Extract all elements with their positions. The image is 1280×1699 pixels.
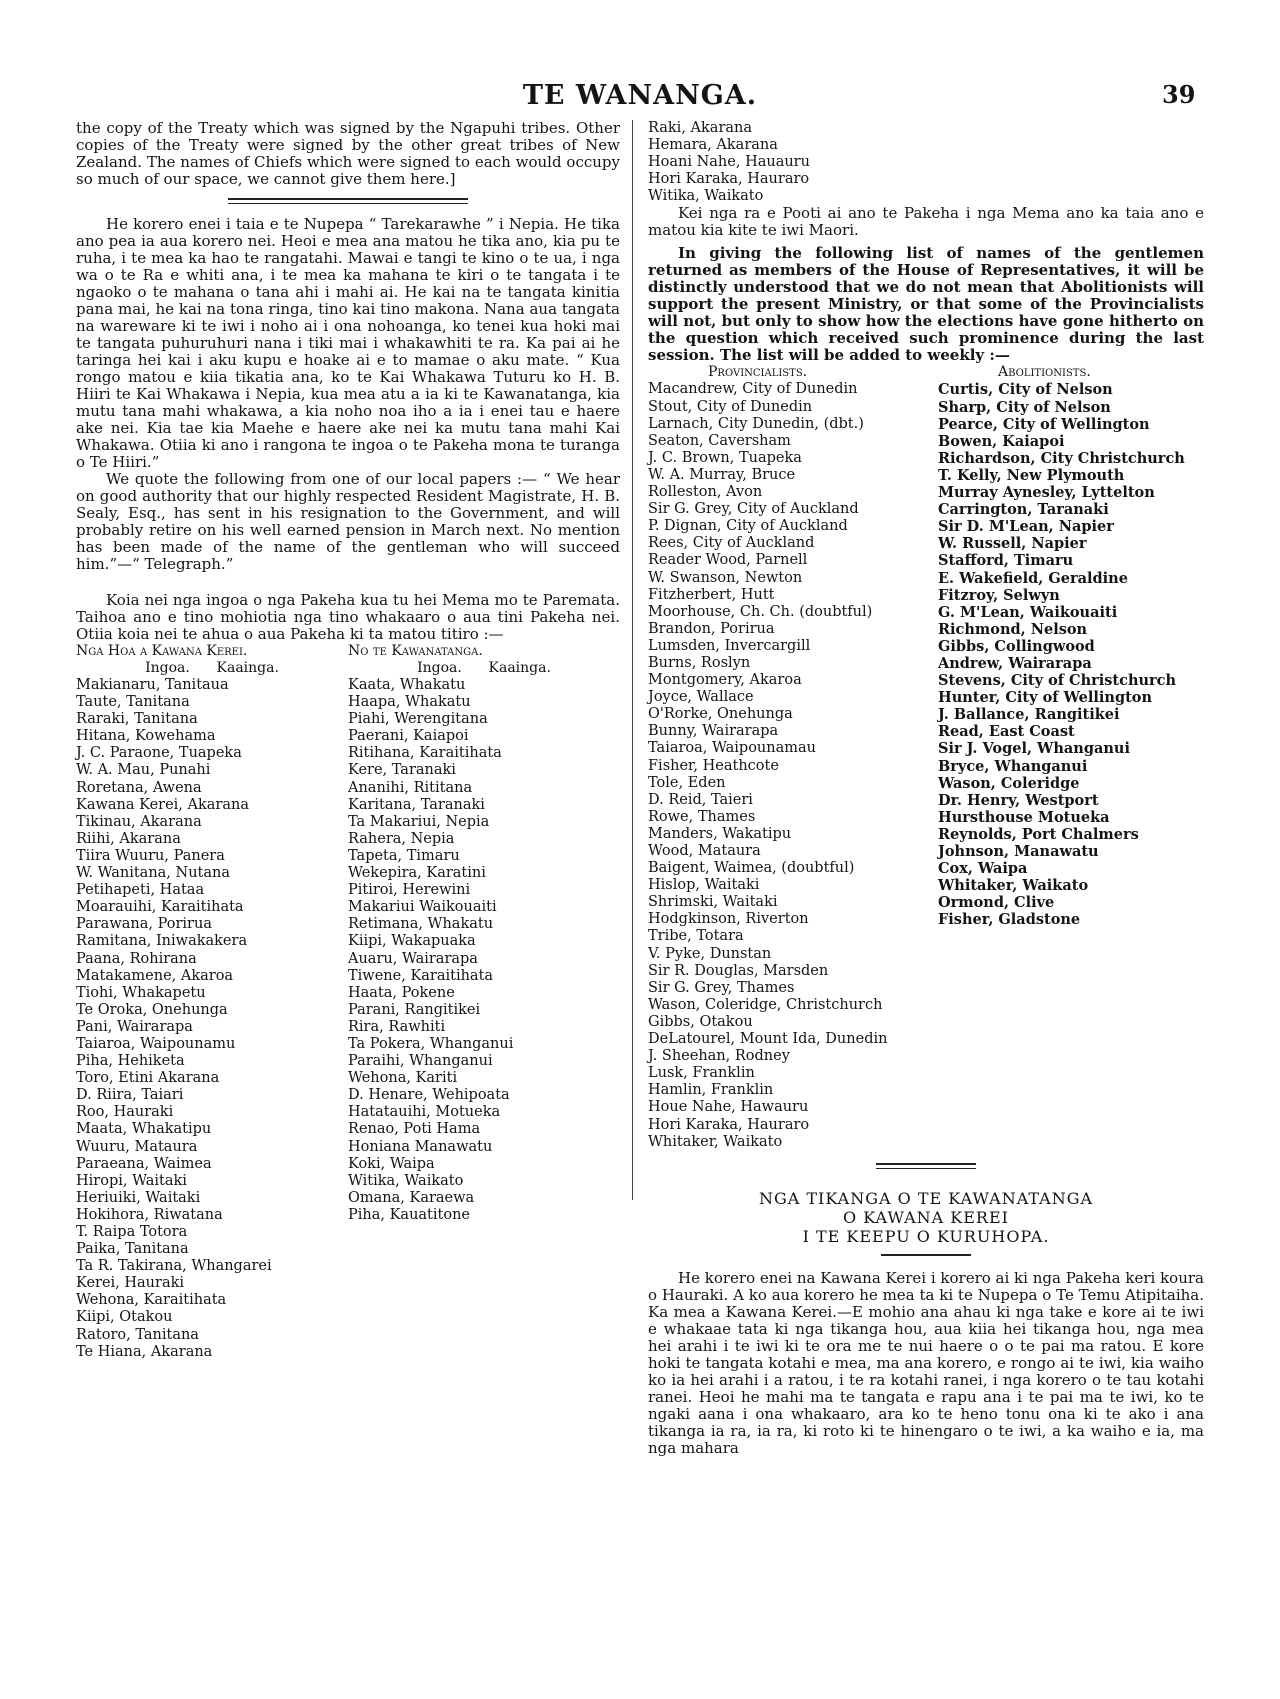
list-item: Brandon, Porirua — [648, 620, 775, 637]
list-item: J. C. Paraone, Tuapeka — [76, 745, 242, 762]
list-item: G. M'Lean, Waikouaiti — [938, 603, 1118, 621]
list-item: Ta R. Takirana, Whangarei — [76, 1258, 272, 1275]
list-item: Raraki, Tanitana — [76, 711, 198, 728]
left-column — [76, 120, 620, 1361]
list-item: Ramitana, Iniwakakera — [76, 933, 248, 950]
list-item: Shrimski, Waitaki — [648, 894, 778, 911]
representatives-paragraph: In giving the following list of names of the gentlemen returned as members of the House of Representatives, it will be distinctly understood that we do not mean that Abolitionists will support the present Ministry, or that some of the Provincialists will not, but only to show how the elections have gone hitherto on the question which received such prominence during the last session. The list will be added to weekly :— — [648, 244, 1204, 365]
page-title: TE WANANGA. — [522, 80, 758, 111]
list-item: Sir J. Vogel, Whanganui — [938, 740, 1130, 758]
separator-rule — [876, 1163, 976, 1169]
abolitionists-list — [938, 381, 1204, 928]
maori-article: He korero enei i taia e te Nupepa “ Tarekarawhe ” i Nepia. He tika ano pea ia aua korero nei. Heoi e mea ana matou he tika ano, kia pu te ruha, i te mea ka hao te rangatahi. Mawai e tangi te kino o te ua, i nga wa o te Ra e whiti ana, i te mea ka mahana te kiri o te tangata i te ngaoko o te mahana o tana ahi i mahi ai. He kai na te tangata kinitia pana mai, he kai na tona ringa, tino kai tino makona. Nana aua tangata na wareware ki te iwi i noho ai i ona nohoanga, ko tenei kua hoki mai te tangata puhuruhuri nana i tiki mai i whakawhiti te ra. Ka pai ai he taringa hei kai i aku kupu e hoake ai e to mamae o aku mate. “ Kua rongo matou e kiia tikatia ana, ko te Kai Whakawa Tuturu ko H. B. Hiiri te Kai Whakawa i Nepia, kua mea atu a ia ki te Kawanatanga, kia mutu tana mahi whakawa, a kia noho noa iho a ia i enei tau e haere ake nei. Kia tae kia Maehe e haere ake nei ka mutu tana mahi Kai Whakawa. Otiia ki ano i rangona te ingoa o te Pakeha mona te turanga o Te Hiiri.” — [76, 215, 620, 471]
election-list — [648, 364, 1204, 1150]
list-item: Cox, Waipa — [938, 860, 1028, 878]
col1-subheading — [76, 660, 348, 677]
col2-heading: No te Kawanatanga. — [348, 643, 483, 659]
list-item: Tribe, Totara — [648, 928, 744, 945]
list-item: Fitzherbert, Hutt — [648, 586, 775, 603]
list-item: Riihi, Akarana — [76, 830, 181, 847]
page-number: 39 — [1162, 80, 1196, 109]
list-item: Burns, Roslyn — [648, 654, 751, 671]
list-item: W. Russell, Napier — [938, 535, 1087, 553]
list-item: Ananihi, Rititana — [348, 779, 473, 796]
list-item: Lumsden, Invercargill — [648, 637, 811, 654]
list-item: Roretana, Awena — [76, 779, 202, 796]
list-item: Paana, Rohirana — [76, 950, 197, 967]
list-item: Taute, Tanitana — [76, 694, 190, 711]
list-item: Wehona, Karaitihata — [76, 1292, 227, 1309]
list-item: Maata, Whakatipu — [76, 1121, 212, 1138]
list-item: DeLatourel, Mount Ida, Dunedin — [648, 1031, 888, 1048]
list-item: Hemara, Akarana — [648, 137, 778, 154]
list-item: Gibbs, Otakou — [648, 1013, 753, 1030]
list-item: Gibbs, Collingwood — [938, 637, 1095, 655]
list-item: Ormond, Clive — [938, 894, 1055, 912]
list-item: Tiira Wuuru, Panera — [76, 847, 225, 864]
list-item: Paraihi, Whanganui — [348, 1053, 493, 1070]
list-item: Bunny, Wairarapa — [648, 723, 779, 740]
pooti-paragraph: Kei nga ra e Pooti ai ano te Pakeha i nga Mema ano ka taia ano e matou kia kite te iwi Maori. — [648, 204, 1204, 240]
list-item: Petihapeti, Hataa — [76, 882, 205, 899]
col2-subheading — [348, 660, 620, 677]
list-item: J. C. Brown, Tuapeka — [648, 449, 802, 466]
list-item: W. A. Mau, Punahi — [76, 762, 211, 779]
col1-names — [76, 677, 348, 1361]
list-item: Paika, Tanitana — [76, 1241, 189, 1258]
list-item: Roo, Hauraki — [76, 1104, 174, 1121]
separator-rule — [881, 1254, 971, 1256]
list-item: Kere, Taranaki — [348, 762, 456, 779]
list-item: Ta Pokera, Whanganui — [348, 1035, 514, 1052]
abolitionists-heading: Abolitionists. — [998, 364, 1091, 381]
list-item: Piahi, Werengitana — [348, 711, 488, 728]
list-item: Baigent, Waimea, (doubtful) — [648, 860, 855, 877]
list-item: Hoani Nahe, Hauauru — [648, 154, 810, 171]
list-item: J. Sheehan, Rodney — [648, 1048, 790, 1065]
list-item: Tole, Eden — [648, 774, 726, 791]
list-item: Honiana Manawatu — [348, 1138, 493, 1155]
list-item: Paerani, Kaiapoi — [348, 728, 469, 745]
list-item: Piha, Kauatitone — [348, 1206, 470, 1223]
list-item: Tikinau, Akarana — [76, 813, 202, 830]
list-item: Karitana, Taranaki — [348, 796, 485, 813]
list-item: Rees, City of Auckland — [648, 535, 815, 552]
list-item: Hitana, Kowehama — [76, 728, 216, 745]
list-item: Bryce, Whanganui — [938, 757, 1088, 775]
list-item: Hunter, City of Wellington — [938, 689, 1153, 707]
list-item: Wood, Mataura — [648, 843, 761, 859]
list-item: Kiipi, Otakou — [76, 1309, 173, 1326]
list-item: Hori Karaka, Hauraro — [648, 171, 810, 188]
members-intro: Koia nei nga ingoa o nga Pakeha kua tu hei Mema mo te Paremata. Taihoa ano e tino mohiotia nga tino whakaaro o aua tini Pakeha nei. Otiia koia nei te ahua o aua Pakeha ki ta matou titiro :— — [76, 591, 620, 643]
list-item: Whitaker, Waikato — [648, 1133, 783, 1150]
list-item: Stout, City of Dunedin — [648, 398, 813, 415]
list-item: Haata, Pokene — [348, 984, 455, 1001]
list-item: Rolleston, Avon — [648, 484, 763, 501]
list-item: Rira, Rawhiti — [348, 1018, 446, 1035]
list-item: Pani, Wairarapa — [76, 1018, 193, 1035]
kaainga-label: Kaainga. — [488, 660, 551, 676]
list-item: Fisher, Gladstone — [938, 911, 1081, 929]
list-item: Wekepira, Karatini — [348, 865, 486, 882]
list-item: Hislop, Waitaki — [648, 877, 760, 894]
list-item: Houe Nahe, Hawauru — [648, 1099, 809, 1116]
list-item: Richardson, City Christchurch — [938, 449, 1185, 467]
list-item: Parani, Rangitikei — [348, 1001, 481, 1018]
list-item: T. Kelly, New Plymouth — [938, 466, 1125, 484]
list-item: Raki, Akarana — [648, 120, 752, 136]
list-item: Hiropi, Waitaki — [76, 1172, 187, 1189]
list-item: Sir G. Grey, City of Auckland — [648, 501, 859, 518]
list-item: Matakamene, Akaroa — [76, 967, 234, 984]
list-item: Taiaroa, Waipounamu — [76, 1035, 236, 1052]
list-item: Pearce, City of Wellington — [938, 415, 1150, 433]
list-item: W. Swanson, Newton — [648, 569, 803, 586]
list-item: Hodgkinson, Riverton — [648, 911, 809, 928]
list-item: Parawana, Porirua — [76, 916, 212, 933]
list-item: Stevens, City of Christchurch — [938, 672, 1177, 690]
treaty-paragraph: the copy of the Treaty which was signed by the Ngapuhi tribes. Other copies of the Treaty were signed by the other great tribes of New Zealand. The names of Chiefs which were signed to each would occupy so much of our space, we cannot give them here.] — [76, 119, 620, 188]
list-item: Retimana, Whakatu — [348, 916, 494, 933]
list-item: Dr. Henry, Westport — [938, 791, 1099, 809]
list-item: Seaton, Caversham — [648, 432, 791, 449]
list-item: Lusk, Franklin — [648, 1065, 755, 1082]
list-item: D. Henare, Wehipoata — [348, 1087, 510, 1104]
kaainga-label: Kaainga. — [216, 660, 279, 676]
kawana-kerei-article: He korero enei na Kawana Kerei i korero ai ki nga Pakeha keri koura o Hauraki. A ko aua korero he mea ta ki te Nupepa o Te Temu Atipitaiha. Ka mea a Kawana Kerei.—E mohio ana ahau ki nga take e kore ai te iwi e whakaae tata ki nga tikanga hou, aua kiia hei tikanga hou, nga mea hei arahi i te iwi ki te ora me te nui haere o o te pai ma ratou. E kore hoki te tangata kotahi e mea, ma ana korero, e rongo ai te iwi, kia waiho ko ia hei arahi i a ratou, i te ra kotahi ranei, i nga korero o te tau kotahi ranei. Heoi he mahi ma te tangata e rapu ana i te pai ma te iwi, ko te ngaki aana i ona whakaaro, ara ko te heno tonu ona ki te ako i ana tikanga ia ra, ia ra, ki roto ki te hinengaro o te iwi, a ka waiho e ia, ma nga mahara — [648, 1268, 1204, 1457]
list-item: P. Dignan, City of Auckland — [648, 518, 848, 535]
list-item: W. A. Murray, Bruce — [648, 466, 796, 483]
list-item: Te Hiana, Akarana — [76, 1343, 213, 1360]
list-item: O'Rorke, Onehunga — [648, 706, 793, 723]
col2-names — [348, 677, 620, 1224]
list-item: Montgomery, Akaroa — [648, 672, 802, 689]
list-item: Joyce, Wallace — [648, 689, 754, 706]
list-item: Haapa, Whakatu — [348, 694, 471, 711]
list-item: Kaata, Whakatu — [348, 677, 466, 693]
list-item: Sir D. M'Lean, Napier — [938, 518, 1114, 536]
list-item: Curtis, City of Nelson — [938, 381, 1113, 399]
list-item: Ratoro, Tanitana — [76, 1326, 199, 1343]
list-item: J. Ballance, Rangitikei — [938, 706, 1120, 724]
list-item: D. Reid, Taieri — [648, 791, 753, 808]
list-item: Tiwene, Karaitihata — [348, 967, 494, 984]
list-item: Richmond, Nelson — [938, 620, 1088, 638]
right-column — [648, 120, 1204, 1457]
list-item: Kerei, Hauraki — [76, 1275, 185, 1292]
list-item: Tiohi, Whakapetu — [76, 984, 206, 1001]
list-item: Witika, Waikato — [648, 188, 764, 205]
provincialists-heading: Provincialists. — [708, 364, 808, 381]
list-item: W. Wanitana, Nutana — [76, 865, 231, 882]
list-item: Heriuiki, Waitaki — [76, 1189, 201, 1206]
separator-rule — [228, 198, 468, 204]
list-item: Witika, Waikato — [348, 1172, 464, 1189]
list-item: Wason, Coleridge, Christchurch — [648, 996, 883, 1013]
list-item: Taiaroa, Waipounamau — [648, 740, 816, 757]
list-item: Toro, Etini Akarana — [76, 1070, 220, 1087]
list-item: Reader Wood, Parnell — [648, 552, 808, 569]
list-item: E. Wakefield, Geraldine — [938, 569, 1128, 587]
provincialists-list — [648, 381, 938, 1150]
list-item: Sharp, City of Nelson — [938, 398, 1111, 416]
list-item: Piha, Hehiketa — [76, 1053, 185, 1070]
list-item: Makariui Waikouaiti — [348, 899, 497, 916]
list-item: Johnson, Manawatu — [938, 843, 1099, 860]
list-item: Ta Makariui, Nepia — [348, 813, 490, 830]
ingoa-label: Ingoa. — [145, 660, 190, 676]
list-item: Moorhouse, Ch. Ch. (doubtful) — [648, 603, 873, 620]
list-item: V. Pyke, Dunstan — [648, 945, 772, 962]
list-item: Hokihora, Riwatana — [76, 1206, 223, 1223]
maori-members-list — [76, 643, 620, 1361]
list-item: Stafford, Timaru — [938, 552, 1074, 570]
list-item: Fisher, Heathcote — [648, 757, 779, 774]
list-item: T. Raipa Totora — [76, 1224, 188, 1240]
list-item: Carrington, Taranaki — [938, 501, 1109, 519]
list-item: Hursthouse Motueka — [938, 808, 1110, 826]
list-item: D. Riira, Taiari — [76, 1087, 184, 1104]
list-item: Ritihana, Karaitihata — [348, 745, 502, 762]
list-item: Read, East Coast — [938, 723, 1075, 741]
top-names — [648, 120, 1204, 205]
list-item: Pitiroi, Herewini — [348, 882, 471, 899]
english-quote: We quote the following from one of our local papers :— “ We hear on good authority that our highly respected Resident Magistrate, H. B. Sealy, Esq., has sent in his resignation to the Government, and will probably retire on his well earned pension in March next. No mention has been made of the name of the gentleman who will succeed him.”—“ Telegraph.” — [76, 470, 620, 573]
list-item: Fitzroy, Selwyn — [938, 586, 1060, 604]
list-item: Makianaru, Tanitaua — [76, 677, 229, 693]
section-heading: NGA TIKANGA O TE KAWANATANGA O KAWANA KEREI I TE KEEPU O KURUHOPA. — [758, 1188, 1094, 1246]
ingoa-label: Ingoa. — [417, 660, 462, 676]
list-item: Rowe, Thames — [648, 808, 756, 825]
list-item: Sir R. Douglas, Marsden — [648, 962, 829, 979]
list-item: Whitaker, Waikato — [938, 877, 1089, 895]
list-item: Hori Karaka, Hauraro — [648, 1116, 810, 1133]
list-item: Andrew, Wairarapa — [938, 654, 1092, 672]
list-item: Moarauihi, Karaitihata — [76, 899, 244, 916]
list-item: Kawana Kerei, Akarana — [76, 796, 249, 813]
list-item: Hamlin, Franklin — [648, 1082, 774, 1099]
list-item: Manders, Wakatipu — [648, 825, 792, 842]
list-item: Auaru, Wairarapa — [348, 950, 478, 967]
list-item: Murray Aynesley, Lyttelton — [938, 484, 1155, 502]
list-item: Larnach, City Dunedin, (dbt.) — [648, 415, 864, 432]
list-item: Wason, Coleridge — [938, 774, 1080, 792]
list-item: Sir G. Grey, Thames — [648, 979, 795, 996]
col1-heading: Nga Hoa a Kawana Kerei. — [76, 643, 248, 659]
list-item: Wehona, Kariti — [348, 1070, 458, 1087]
list-item: Bowen, Kaiapoi — [938, 432, 1065, 450]
list-item: Reynolds, Port Chalmers — [938, 825, 1139, 843]
list-item: Omana, Karaewa — [348, 1189, 475, 1206]
column-divider — [632, 120, 633, 1200]
list-item: Rahera, Nepia — [348, 830, 455, 847]
list-item: Wuuru, Mataura — [76, 1138, 198, 1155]
list-item: Paraeana, Waimea — [76, 1155, 212, 1172]
list-item: Koki, Waipa — [348, 1155, 435, 1172]
list-item: Kiipi, Wakapuaka — [348, 933, 476, 950]
list-item: Te Oroka, Onehunga — [76, 1001, 228, 1018]
list-item: Renao, Poti Hama — [348, 1121, 481, 1138]
list-item: Macandrew, City of Dunedin — [648, 381, 858, 398]
list-item: Hatatauihi, Motueka — [348, 1104, 501, 1121]
list-item: Tapeta, Timaru — [348, 847, 460, 864]
